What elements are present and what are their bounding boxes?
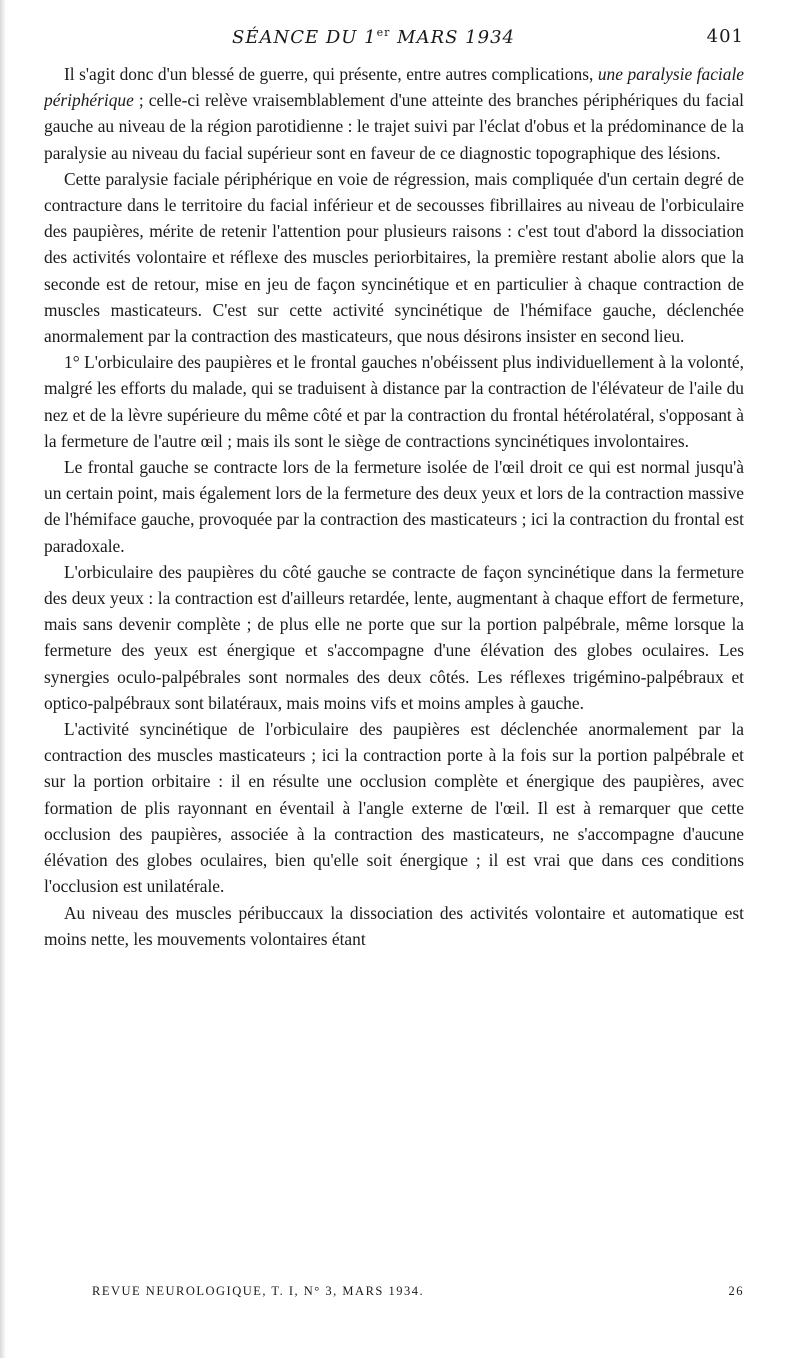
paragraph-1: Il s'agit donc d'un blessé de guerre, qui présente, entre autres complications, une paralysie faciale périphérique ; celle-ci relève vraisemblablement d'une atteinte des branches périphériques du facial gauche au niveau de la région parotidienne : le trajet suivi par l'éclat d'obus et la prédominance de la paralysie au niveau du facial supérieur sont en faveur de ce diagnostic topographique des lésions. [44,64,744,163]
page-footer [92,1284,744,1304]
signature-mark: 26 [728,1284,744,1298]
paragraph-3: 1° L'orbiculaire des paupières et le frontal gauches n'obéissent plus individuellement à la volonté, malgré les efforts du malade, qui se traduisent à distance par la contraction de l'élévateur de l'aile du nez et de la lèvre supérieure du même côté et par la contraction du frontal hétérolatéral, s'opposant à la fermeture de l'autre œil ; mais ils sont le siège de contractions syncinétiques involontaires. [44,352,744,451]
paragraph-6: L'activité syncinétique de l'orbiculaire des paupières est déclenchée anormalement par la contraction des muscles masticateurs ; ici la contraction porte à la fois sur la portion palpébrale et sur la portion orbitaire : il en résulte une occlusion complète et énergique des paupières, avec formation de plis rayonnant en éventail à l'angle externe de l'œil. Il est à remarquer que cette occlusion des paupières, associée à la contraction des masticateurs, ne s'accompagne d'aucune élévation des globes oculaires, bien qu'elle soit énergique ; il est vrai que dans ces conditions l'occlusion est unilatérale. [44,719,744,897]
emphasis-text: une paralysie faciale périphérique [44,64,744,111]
paragraph-7: Au niveau des muscles péribuccaux la dissociation des activités volontaire et automatique est moins nette, les mouvements volontaires étant [44,902,744,949]
scan-edge-shadow [0,0,6,1358]
header-title: SÉANCE DU 1er MARS 1934 [232,26,515,48]
paragraph-5: L'orbiculaire des paupières du côté gauche se contracte de façon syncinétique dans la fermeture des deux yeux : la contraction est d'ailleurs retardée, lente, augmentant à chaque effort de fermeture, mais sans devenir complète ; de plus elle ne porte que sur la portion palpébrale, même lorsque la fermeture des yeux est énergique et s'accompagne d'une élévation des globes oculaires. Les synergies oculo-palpébrales sont normales des deux côtés. Les réflexes trigémino-palpébraux et optico-palpébraux sont bilatéraux, mais moins vifs et moins amples à gauche. [44,561,744,713]
body-text [44,61,744,1283]
running-header [232,26,744,50]
paragraph-2: Cette paralysie faciale périphérique en voie de régression, mais compliquée d'un certain degré de contracture dans le territoire du facial inférieur et de secousses fibrillaires au niveau de l'orbiculaire des paupières, mérite de retenir l'attention pour plusieurs raisons : c'est tout d'abord la dissociation des activités volontaire et réflexe des muscles periorbitaires, la première restant abolie alors que la seconde est de retour, mise en jeu de façon syncinétique et en particulier à chaque contraction de muscles masticateurs. C'est sur cette activité syncinétique de l'hémiface gauche, déclenchée anormalement par la contraction des masticateurs, que nous désirons insister en second lieu. [44,168,744,347]
page-number: 401 [706,26,744,47]
journal-reference: REVUE NEUROLOGIQUE, T. I, N° 3, MARS 1934. [92,1284,425,1298]
paragraph-4: Le frontal gauche se contracte lors de la fermeture isolée de l'œil droit ce qui est normal jusqu'à un certain point, mais également lors de la fermeture des deux yeux et lors de la contraction massive de l'hémiface gauche, provoquée par la contraction des masticateurs ; ici la contraction du frontal est paradoxale. [44,457,744,556]
